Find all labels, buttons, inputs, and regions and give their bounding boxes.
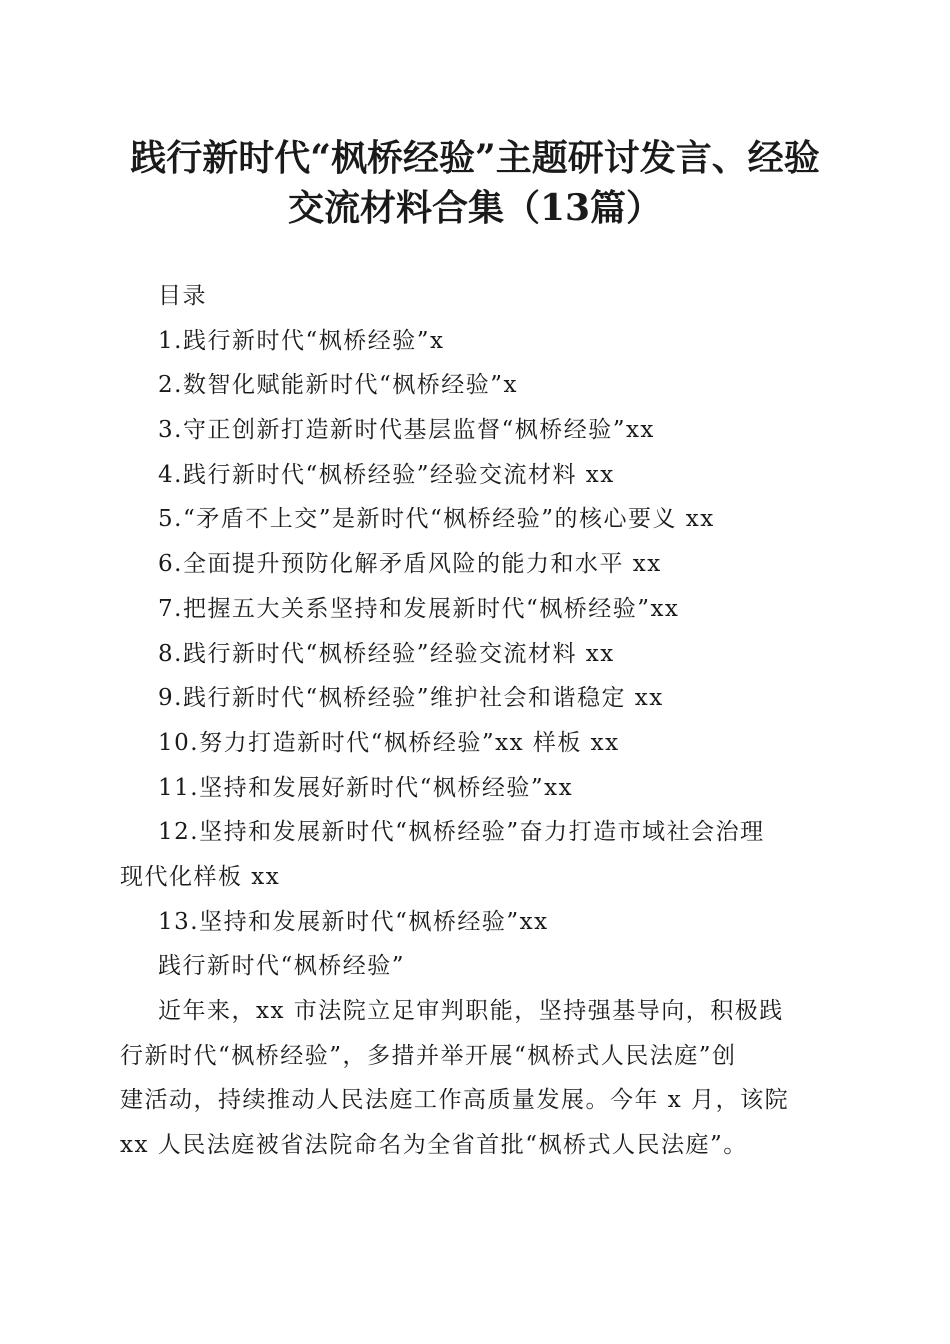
title-line-2: 交流材料合集（13篇） — [287, 187, 663, 229]
body-paragraph — [120, 989, 825, 1168]
toc-item: 9.践行新时代“枫桥经验”维护社会和谐稳定 xx — [158, 685, 664, 712]
toc-item: 10.努力打造新时代“枫桥经验”xx 样板 xx — [158, 729, 620, 756]
toc-item: 3.守正创新打造新时代基层监督“枫桥经验”xx — [158, 417, 655, 444]
toc-item: 8.践行新时代“枫桥经验”经验交流材料 xx — [158, 640, 615, 667]
paragraph-line-1: 近年来，xx 市法院立足审判职能，坚持强基导向，积极践 — [158, 998, 784, 1024]
document-body — [120, 274, 825, 1168]
title-line-1: 践行新时代“枫桥经验”主题研讨发言、经验 — [130, 137, 820, 179]
toc-item: 6.全面提升预防化解矛盾风险的能力和水平 xx — [158, 551, 662, 578]
section-heading: 践行新时代“枫桥经验” — [158, 953, 406, 980]
toc-item-13: 13.坚持和发展新时代“枫桥经验”xx — [158, 908, 549, 935]
toc-item: 4.践行新时代“枫桥经验”经验交流材料 xx — [158, 461, 615, 488]
document-title — [100, 133, 850, 233]
paragraph-line-4: xx 人民法庭被省法院命名为全省首批“枫桥式人民法庭”。 — [120, 1132, 748, 1159]
toc-item-12-line-1: 12.坚持和发展新时代“枫桥经验”奋力打造市域社会治理 — [158, 819, 765, 846]
paragraph-line-2: 行新时代“枫桥经验”，多措并举开展“枫桥式人民法庭”创 — [120, 1042, 737, 1069]
toc-item-12-line-2: 现代化样板 xx — [120, 863, 281, 890]
toc-item: 5.“矛盾不上交”是新时代“枫桥经验”的核心要义 xx — [158, 506, 715, 533]
table-of-contents — [120, 319, 825, 945]
toc-heading: 目录 — [158, 283, 207, 309]
toc-item: 11.坚持和发展好新时代“枫桥经验”xx — [158, 774, 574, 801]
toc-item: 2.数智化赋能新时代“枫桥经验”x — [158, 372, 518, 399]
toc-item: 1.践行新时代“枫桥经验”x — [158, 327, 445, 354]
toc-item: 7.把握五大关系坚持和发展新时代“枫桥经验”xx — [158, 595, 680, 622]
paragraph-line-3: 建活动，持续推动人民法庭工作高质量发展。今年 x 月，该院 — [120, 1087, 790, 1114]
